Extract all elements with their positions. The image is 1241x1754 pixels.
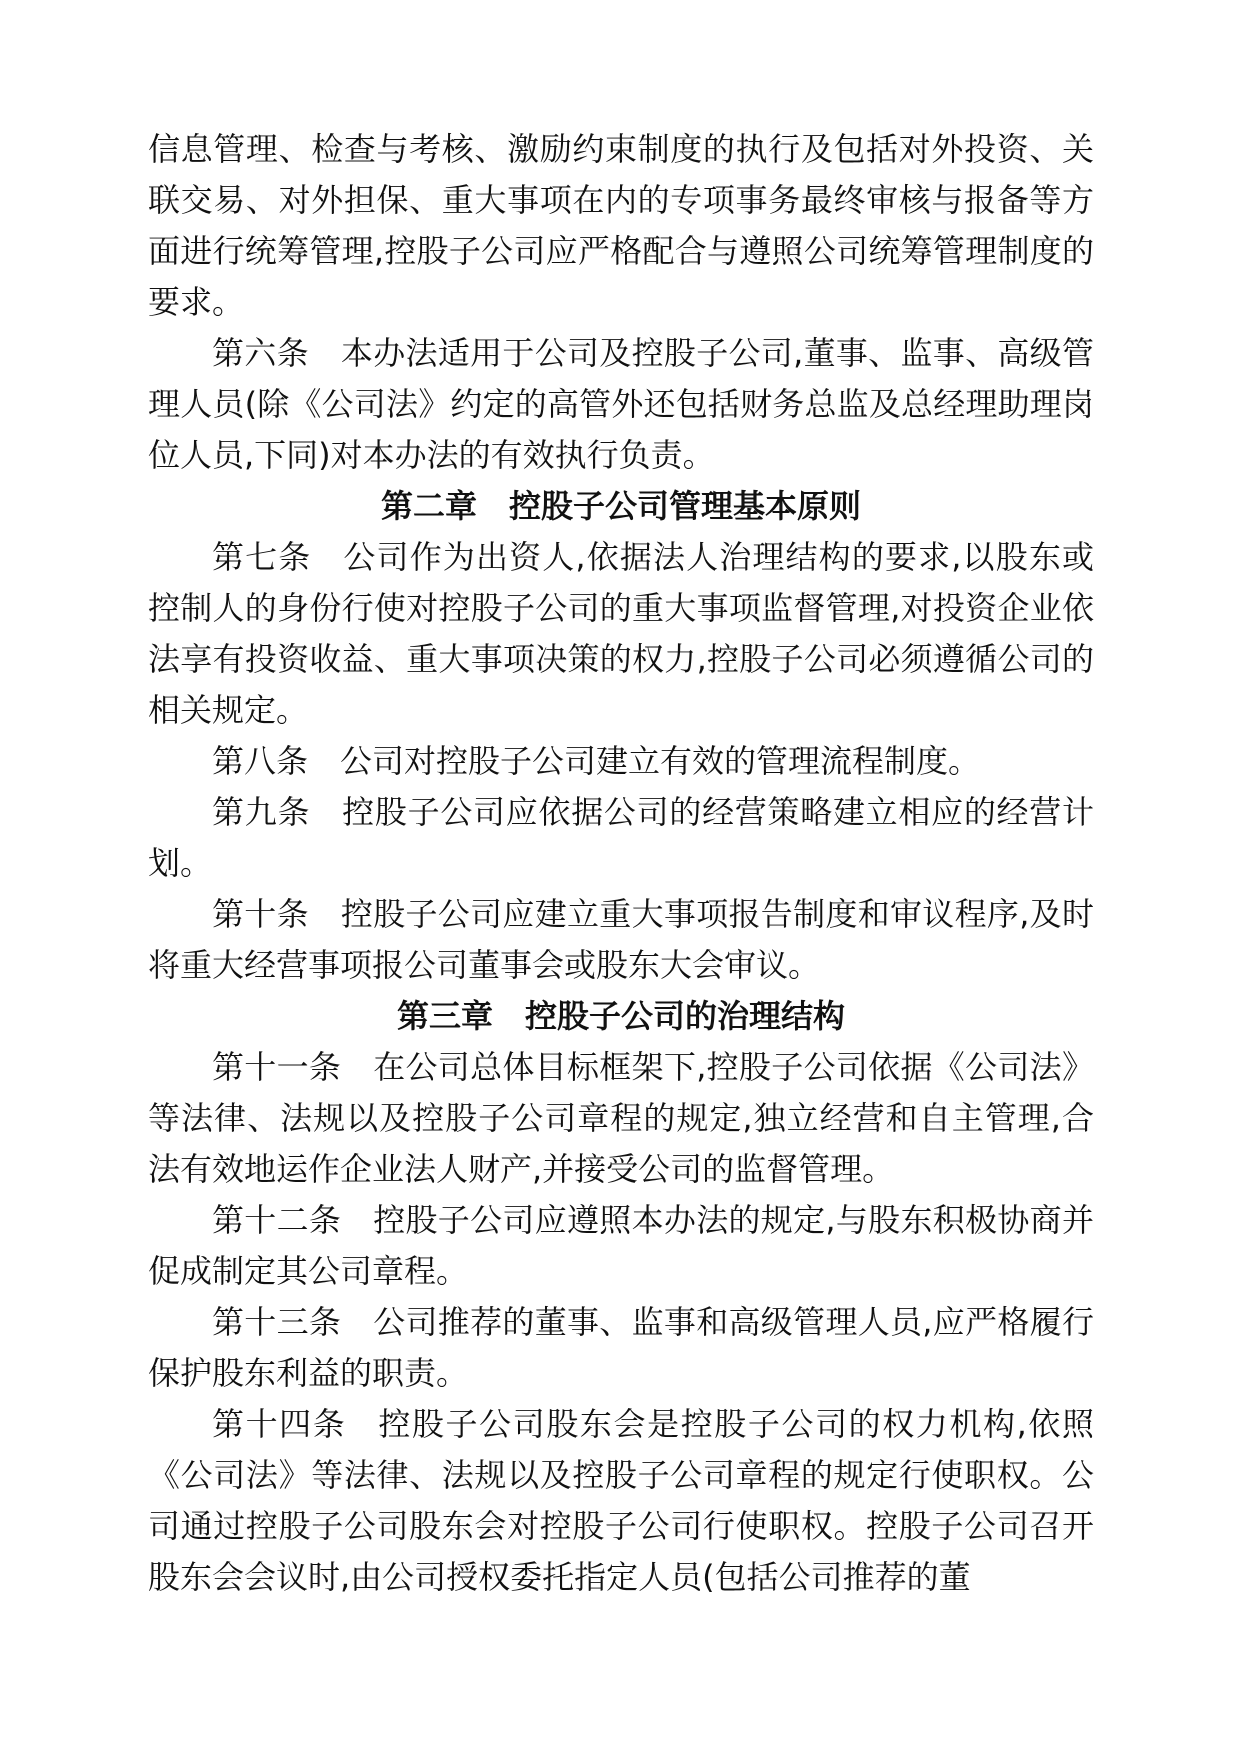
article-number: 第六条 <box>212 334 309 372</box>
article-text: 在公司总体目标框架下,控股子公司依据《公司法》等法律、法规以及控股子公司章程的规定,独立经营和自主管理,合法有效地运作企业法人财产,并接受公司的监督管理。 <box>148 1048 1094 1188</box>
article-text: 控股子公司应依据公司的经营策略建立相应的经营计划。 <box>148 793 1094 882</box>
article-number: 第十一条 <box>212 1048 342 1086</box>
article-text: 信息管理、检查与考核、激励约束制度的执行及包括对外投资、关联交易、对外担保、重大事项在内的专项事务最终审核与报备等方面进行统筹管理,控股子公司应严格配合与遵照公司统筹管理制度的要求。 <box>148 130 1094 321</box>
article-number: 第十三条 <box>212 1303 342 1341</box>
continuation-paragraph <box>148 124 1094 328</box>
document-body <box>148 124 1094 1603</box>
article-number: 第七条 <box>212 538 312 576</box>
article-number: 第八条 <box>212 742 309 780</box>
article-paragraph <box>148 889 1094 991</box>
article-paragraph <box>148 532 1094 736</box>
article-text: 本办法适用于公司及控股子公司,董事、监事、高级管理人员(除《公司法》约定的高管外还包括财务总监及总经理助理岗位人员,下同)对本办法的有效执行负责。 <box>148 334 1094 474</box>
chapter-title: 控股子公司的治理结构 <box>525 997 846 1035</box>
chapter-title: 控股子公司管理基本原则 <box>509 487 862 525</box>
chapter-number: 第二章 <box>380 487 477 525</box>
article-paragraph <box>148 736 1094 787</box>
article-paragraph <box>148 787 1094 889</box>
chapter-heading <box>148 481 1094 532</box>
article-text: 公司作为出资人,依据法人治理结构的要求,以股东或控制人的身份行使对控股子公司的重大事项监督管理,对投资企业依法享有投资收益、重大事项决策的权力,控股子公司必须遵循公司的相关规定。 <box>148 538 1094 729</box>
article-text: 公司对控股子公司建立有效的管理流程制度。 <box>340 742 981 780</box>
chapter-number: 第三章 <box>396 997 493 1035</box>
article-number: 第十四条 <box>212 1405 347 1443</box>
article-number: 第九条 <box>212 793 311 831</box>
article-text: 公司推荐的董事、监事和高级管理人员,应严格履行保护股东利益的职责。 <box>148 1303 1094 1392</box>
chapter-heading <box>148 991 1094 1042</box>
article-number: 第十二条 <box>212 1201 342 1239</box>
article-paragraph <box>148 1042 1094 1195</box>
article-paragraph <box>148 1195 1094 1297</box>
article-number: 第十条 <box>212 895 309 933</box>
article-paragraph <box>148 328 1094 481</box>
article-text: 控股子公司股东会是控股子公司的权力机构,依照《公司法》等法律、法规以及控股子公司章程的规定行使职权。公司通过控股子公司股东会对控股子公司行使职权。控股子公司召开股东会会议时,由公司授权委托指定人员(包括公司推荐的董 <box>148 1405 1094 1596</box>
article-paragraph <box>148 1297 1094 1399</box>
article-text: 控股子公司应建立重大事项报告制度和审议程序,及时将重大经营事项报公司董事会或股东大会审议。 <box>148 895 1094 984</box>
article-text: 控股子公司应遵照本办法的规定,与股东积极协商并促成制定其公司章程。 <box>148 1201 1094 1290</box>
article-paragraph <box>148 1399 1094 1603</box>
